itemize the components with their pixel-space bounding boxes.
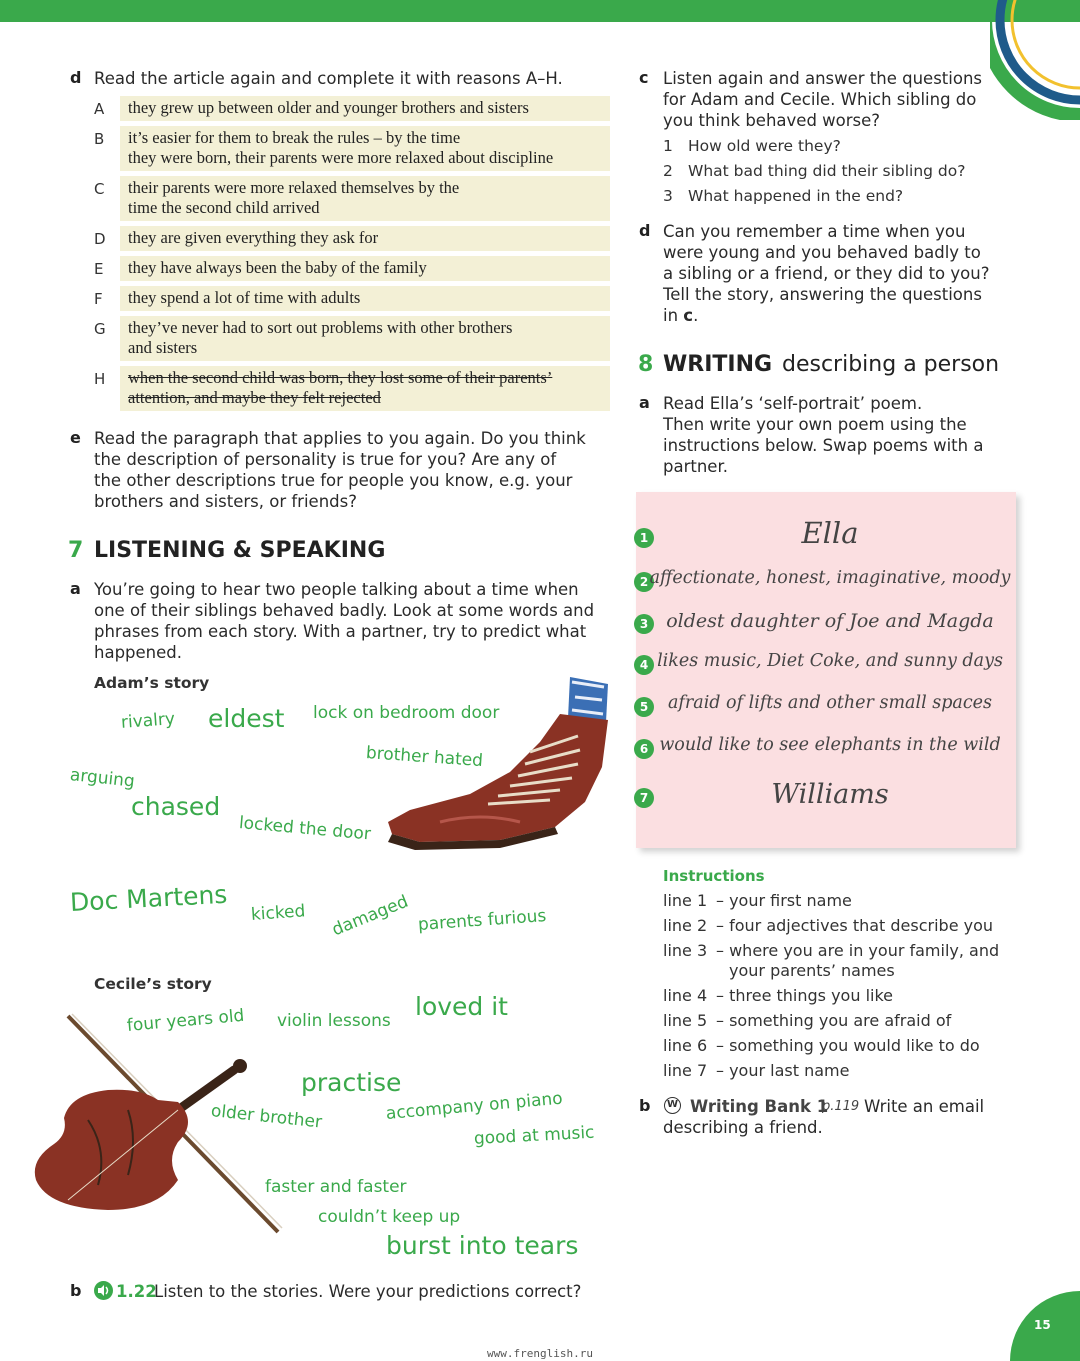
- reason-text: they are given everything they ask for: [128, 228, 379, 247]
- line-number-badge: 4: [634, 655, 654, 675]
- question-number: 1: [663, 137, 673, 155]
- reason-text-example: attention, and maybe they felt rejected: [128, 388, 381, 407]
- reason-text: time the second child arrived: [128, 198, 320, 217]
- instruction-label: line 4: [663, 986, 708, 1005]
- question-text: What bad thing did their sibling do?: [688, 162, 966, 180]
- ex-8a-line: instructions below. Swap poems with a: [663, 436, 984, 455]
- instruction-text: – your last name: [716, 1061, 850, 1080]
- reason-box: [120, 286, 610, 311]
- ex-c-line: you think behaved worse?: [663, 111, 881, 130]
- ex-7b-text: Listen to the stories. Were your predictions correct?: [154, 1282, 582, 1301]
- ex-7a-line: one of their siblings behaved badly. Look at some words and: [94, 601, 595, 620]
- line-number-badge: 6: [634, 739, 654, 759]
- ex-8a-line: Then write your own poem using the: [663, 415, 967, 434]
- instruction-text: – three things you like: [716, 986, 893, 1005]
- reason-text: and sisters: [128, 338, 198, 357]
- instruction-text: – something you are afraid of: [716, 1011, 952, 1030]
- instruction-text: – your first name: [716, 891, 852, 910]
- ex-e-line: the other descriptions true for people you know, e.g. your: [94, 471, 573, 490]
- phrase: four years old: [126, 1005, 246, 1036]
- reason-text: they grew up between older and younger brothers and sisters: [128, 98, 529, 117]
- ex-7a-line: happened.: [94, 643, 182, 662]
- phrase: rivalry: [120, 709, 176, 733]
- section-7-title: LISTENING & SPEAKING: [94, 538, 386, 563]
- ex-7a-letter: a: [70, 579, 81, 598]
- section-8-subtitle: describing a person: [782, 352, 1000, 377]
- reason-text: their parents were more relaxed themselves by the: [128, 178, 460, 197]
- reason-text: they’ve never had to sort out problems with other brothers: [128, 318, 513, 337]
- phrase: Doc Martens: [69, 879, 229, 917]
- question-text: How old were they?: [688, 137, 841, 155]
- writing-bank-link[interactable]: Writing Bank 1: [690, 1097, 829, 1116]
- cecile-story-heading: Cecile’s story: [94, 975, 212, 993]
- section-8-number: 8: [638, 352, 654, 377]
- instruction-label: line 3: [663, 941, 708, 960]
- instructions-heading: Instructions: [663, 867, 765, 885]
- instruction-text: – four adjectives that describe you: [716, 916, 994, 935]
- reason-letter: D: [94, 230, 106, 248]
- phrase: parents furious: [417, 906, 547, 935]
- reason-letter: B: [94, 130, 105, 148]
- reason-letter: H: [94, 370, 106, 388]
- ex-rd-line: Can you remember a time when you: [663, 222, 966, 241]
- ex-8a-line: Read Ella’s ‘self-portrait’ poem.: [663, 394, 923, 413]
- reason-text: they were born, their parents were more relaxed about discipline: [128, 148, 554, 167]
- reason-letter: G: [94, 320, 106, 338]
- line-number-badge: 7: [634, 788, 654, 808]
- phrase: faster and faster: [265, 1177, 407, 1197]
- ex-rd-bold: c: [683, 306, 694, 325]
- ex-rd-text: [663, 221, 1013, 326]
- reason-box: [120, 126, 610, 171]
- phrase: lock on bedroom door: [313, 703, 500, 723]
- question-text: What happened in the end?: [688, 187, 904, 205]
- instruction-label: line 6: [663, 1036, 708, 1055]
- ex-e-line: brothers and sisters, or friends?: [94, 492, 357, 511]
- phrase: brother hated: [365, 743, 484, 772]
- reason-text: they have always been the baby of the family: [128, 258, 427, 277]
- ex-e-line: the description of personality is true for you? Are any of: [94, 450, 557, 469]
- poem-line: affectionate, honest, imaginative, moody: [649, 568, 1011, 588]
- ex-rd-letter: d: [639, 221, 651, 240]
- ex-rd-dot: .: [693, 306, 699, 325]
- section-7-number: 7: [68, 538, 84, 563]
- phrase: chased: [131, 792, 221, 821]
- adam-story-heading: Adam’s story: [94, 674, 210, 692]
- phrase: practise: [301, 1068, 402, 1097]
- phrase: accompany on piano: [385, 1088, 564, 1124]
- section-8-title: WRITING: [663, 352, 773, 377]
- phrase: loved it: [415, 992, 508, 1021]
- corner-decoration: [990, 0, 1080, 120]
- poem-line: afraid of lifts and other small spaces: [667, 693, 992, 713]
- line-number-badge: 5: [634, 697, 654, 717]
- ex-8b-text-2: describing a friend.: [663, 1118, 823, 1137]
- phrase: violin lessons: [277, 1011, 391, 1031]
- ex-rd-line: a sibling or a friend, or they did to you?: [663, 264, 990, 283]
- ex-d-letter: d: [70, 68, 82, 87]
- ex-c-text: [663, 68, 1003, 131]
- ex-rd-line: were young and you behaved badly to: [663, 243, 981, 262]
- line-number-badge: 3: [634, 614, 654, 634]
- reason-box: [120, 226, 610, 251]
- writing-bank-page[interactable]: p.119: [822, 1099, 860, 1114]
- ex-8b-letter: b: [639, 1096, 651, 1115]
- poem-line: oldest daughter of Joe and Magda: [666, 610, 994, 632]
- reason-letter: C: [94, 180, 105, 198]
- phrase: good at music: [473, 1122, 595, 1149]
- reason-text: it’s easier for them to break the rules – by the time: [128, 128, 461, 147]
- reason-box: [120, 96, 610, 121]
- phrase: kicked: [250, 901, 306, 925]
- phrase: eldest: [208, 704, 285, 733]
- poem-line: Williams: [771, 779, 889, 810]
- ex-e-line: Read the paragraph that applies to you again. Do you think: [94, 429, 586, 448]
- phrase: locked the door: [238, 813, 372, 845]
- ex-c-line: Listen again and answer the questions: [663, 69, 983, 88]
- phrase: older brother: [209, 1101, 323, 1133]
- ex-7a-text: [94, 579, 614, 663]
- ex-8b-text: Write an email: [864, 1097, 985, 1116]
- question-number: 3: [663, 187, 673, 205]
- ex-7b-letter: b: [70, 1281, 82, 1300]
- instruction-label: line 5: [663, 1011, 708, 1030]
- ex-c-line: for Adam and Cecile. Which sibling do: [663, 90, 977, 109]
- phrase: burst into tears: [386, 1231, 579, 1260]
- instruction-text: – something you would like to do: [716, 1036, 980, 1055]
- ex-e-letter: e: [70, 428, 81, 447]
- top-green-bar: [0, 0, 1080, 22]
- ex-8a-line: partner.: [663, 457, 728, 476]
- page-number: 15: [1034, 1318, 1051, 1332]
- line-number-badge: 1: [634, 528, 654, 548]
- reason-letter: A: [94, 100, 105, 118]
- reason-letter: E: [94, 260, 104, 278]
- ex-8a-text: [663, 393, 1013, 477]
- instruction-label: line 1: [663, 891, 708, 910]
- reason-box: [120, 256, 610, 281]
- reason-box: [120, 316, 610, 361]
- instruction-text-cont: your parents’ names: [729, 961, 895, 980]
- poem-line: Ella: [801, 516, 859, 550]
- ex-e-text: [94, 428, 614, 512]
- reason-letter: F: [94, 290, 103, 308]
- ex-7a-line: phrases from each story. With a partner, try to predict what: [94, 622, 587, 641]
- line-number-badge: 2: [634, 572, 654, 592]
- instruction-text: – where you are in your family, and: [716, 941, 1000, 960]
- writing-bank-icon[interactable]: W: [664, 1097, 681, 1114]
- reason-box: [120, 176, 610, 221]
- ex-rd-line: Tell the story, answering the questions: [663, 285, 982, 304]
- ex-rd-line: in: [663, 306, 684, 325]
- ex-rd-last-line: [663, 305, 1013, 326]
- reason-text-example: when the second child was born, they lost some of their parents’: [128, 368, 553, 387]
- footer-url: www.frenglish.ru: [487, 1347, 593, 1360]
- reason-box: [120, 366, 610, 411]
- phrase: couldn’t keep up: [318, 1207, 461, 1227]
- phrase: arguing: [68, 765, 136, 792]
- reason-text: they spend a lot of time with adults: [128, 288, 361, 307]
- poem-line: likes music, Diet Coke, and sunny days: [657, 651, 1003, 671]
- ex-c-letter: c: [639, 68, 649, 87]
- poem-line: would like to see elephants in the wild: [659, 735, 1001, 755]
- instruction-label: line 2: [663, 916, 708, 935]
- ex-d-instruction: Read the article again and complete it with reasons A–H.: [94, 69, 563, 88]
- phrase: damaged: [329, 891, 412, 941]
- audio-icon[interactable]: [94, 1281, 113, 1300]
- question-number: 2: [663, 162, 673, 180]
- ex-8a-letter: a: [639, 393, 650, 412]
- track-number: 1.22: [116, 1282, 157, 1301]
- ex-7a-line: You’re going to hear two people talking about a time when: [94, 580, 579, 599]
- instruction-label: line 7: [663, 1061, 708, 1080]
